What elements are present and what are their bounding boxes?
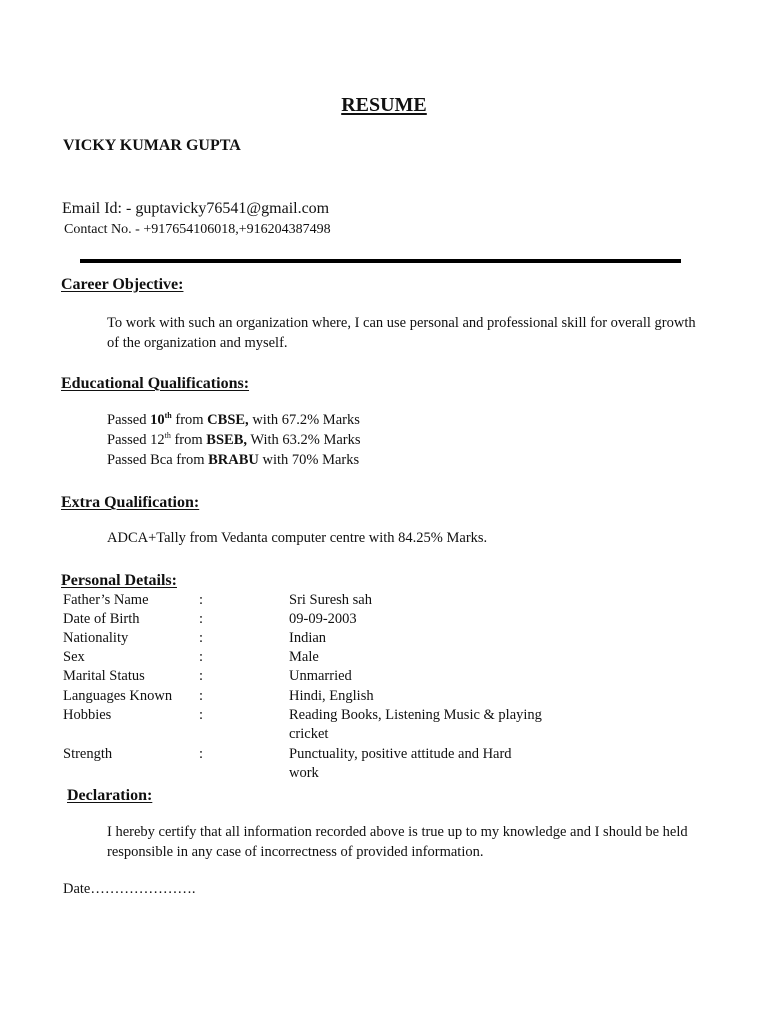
personal-value: Reading Books, Listening Music & playing	[289, 707, 542, 723]
edu-level: 12	[150, 431, 165, 448]
resume-title	[0, 94, 768, 117]
edu-level: 10	[150, 411, 165, 428]
phone-line: Contact No. - +917654106018,+916204387498	[64, 222, 331, 237]
personal-value: Male	[289, 649, 319, 665]
edu-from: from	[172, 452, 209, 468]
personal-value: 09-09-2003	[289, 611, 357, 627]
personal-separator: :	[199, 649, 204, 665]
personal-separator: :	[199, 688, 204, 704]
personal-separator: :	[199, 630, 204, 646]
personal-separator: :	[199, 707, 204, 723]
declaration-text: I hereby certify that all information recorded above is true up to my knowledge and I should be held responsible in any case of incorrectness of provided information.	[107, 824, 688, 860]
personal-separator: :	[199, 668, 204, 684]
personal-label: Languages Known	[63, 688, 173, 704]
edu-prefix: Passed	[107, 411, 151, 428]
resume-title-text: RESUME	[341, 94, 427, 116]
personal-separator: :	[199, 592, 204, 608]
personal-value: Indian	[289, 630, 327, 646]
declaration-heading: Declaration:	[67, 787, 153, 804]
edu-board: CBSE,	[207, 411, 249, 428]
personal-details-heading: Personal Details:	[61, 572, 177, 589]
edu-prefix: Passed	[107, 431, 151, 448]
education-item	[107, 411, 360, 429]
career-objective-heading: Career Objective:	[61, 276, 184, 293]
education-item	[107, 431, 361, 449]
edu-sup: th	[164, 411, 172, 420]
personal-separator: :	[199, 611, 204, 627]
edu-from: from	[170, 431, 207, 448]
personal-value: Hindi, English	[289, 688, 374, 704]
education-heading: Educational Qualifications:	[61, 375, 250, 392]
personal-label: Nationality	[63, 630, 129, 646]
edu-prefix: Passed	[107, 452, 151, 468]
edu-sup: th	[164, 431, 171, 440]
date-line: Date………………….	[63, 881, 196, 897]
personal-label: Strength	[63, 746, 113, 762]
personal-value: Sri Suresh sah	[289, 592, 372, 608]
education-item	[107, 452, 359, 469]
personal-separator: :	[199, 746, 204, 762]
personal-label: Sex	[63, 649, 85, 665]
edu-rest: with 67.2% Marks	[248, 411, 360, 428]
edu-rest: with 70% Marks	[258, 452, 360, 468]
edu-level: Bca	[150, 452, 173, 468]
personal-label: Hobbies	[63, 707, 112, 723]
personal-value-continued: cricket	[289, 726, 329, 742]
header-divider	[80, 259, 681, 263]
personal-value-continued: work	[289, 765, 319, 781]
extra-qualification-text: ADCA+Tally from Vedanta computer centre with 84.25% Marks.	[107, 530, 488, 546]
email-line: Email Id: - guptavicky76541@gmail.com	[62, 200, 330, 217]
edu-from: from	[171, 411, 208, 428]
personal-value: Unmarried	[289, 668, 352, 684]
extra-qualification-heading: Extra Qualification:	[61, 494, 200, 511]
career-objective-text: To work with such an organization where, I can use personal and professional skill for overall growth of the organization and myself.	[107, 315, 696, 351]
personal-label: Marital Status	[63, 668, 145, 684]
personal-label: Date of Birth	[63, 611, 140, 627]
candidate-name: VICKY KUMAR GUPTA	[63, 137, 241, 154]
edu-rest: With 63.2% Marks	[247, 431, 361, 448]
edu-board: BRABU	[208, 452, 259, 468]
personal-label: Father’s Name	[63, 592, 149, 608]
edu-board: BSEB,	[206, 431, 247, 448]
personal-value: Punctuality, positive attitude and Hard	[289, 746, 512, 762]
